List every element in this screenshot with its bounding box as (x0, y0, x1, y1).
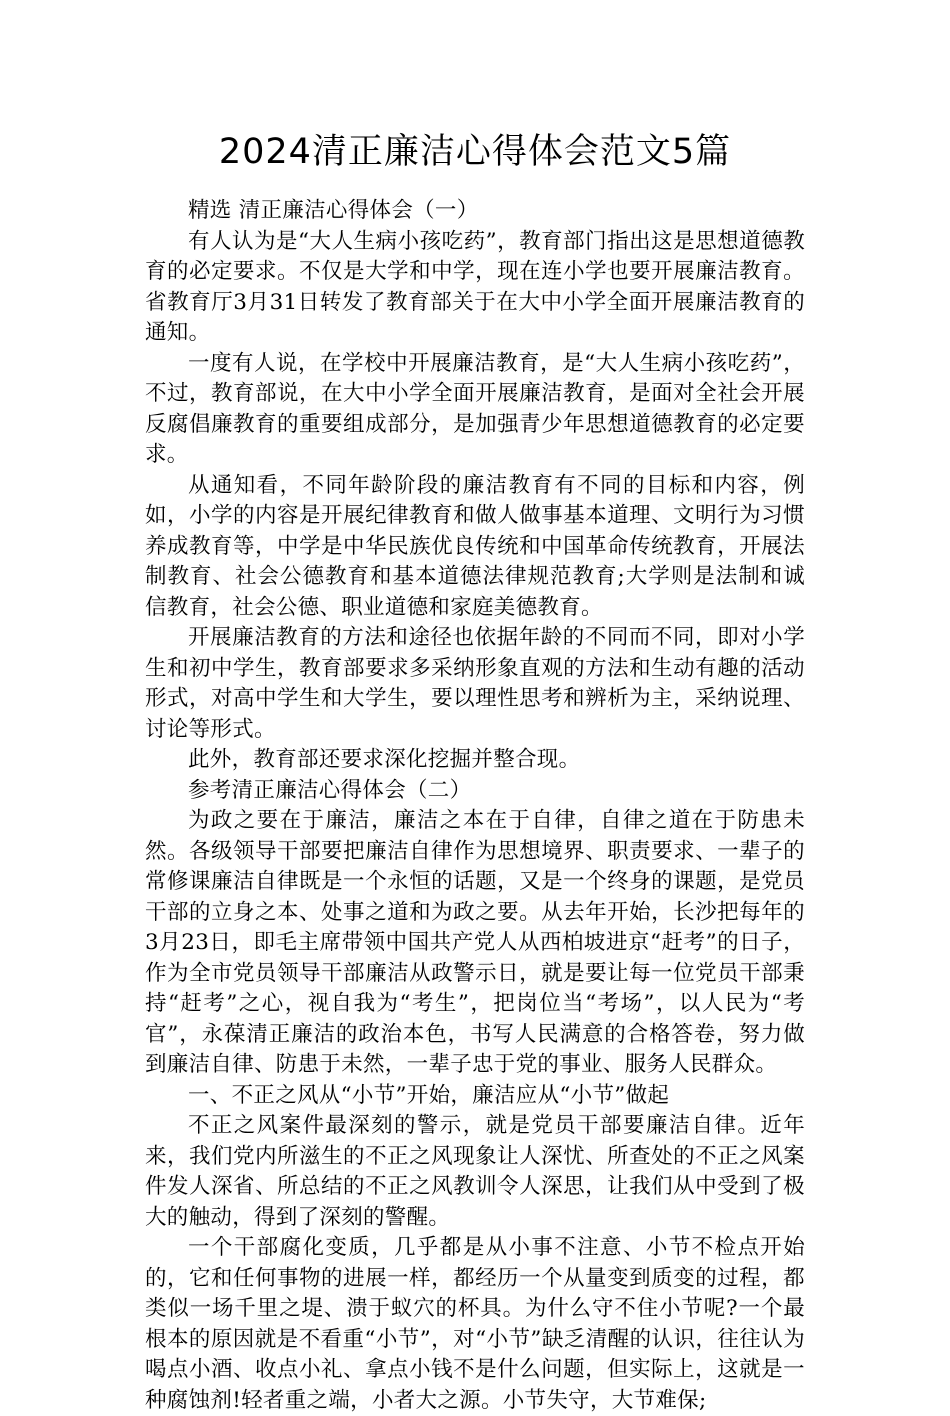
body-paragraph: 从通知看，不同年龄阶段的廉洁教育有不同的目标和内容，例如，小学的内容是开展纪律教育和做人做事基本道理、文明行为习惯养成教育等，中学是中华民族优良传统和中国革命传统教育，开展法制教育、社会公德教育和基本道德法律规范教育;大学则是法制和诚信教育，社会公德、职业道德和家庭美德教育。 (145, 472, 805, 620)
section-heading-2: 参考清正廉洁心得体会（二） (188, 777, 472, 803)
document-body (145, 196, 805, 1416)
body-paragraph: 一个干部腐化变质，几乎都是从小事不注意、小节不检点开始的，它和任何事物的进展一样，都经历一个从量变到质变的过程，都类似一场千里之堤、溃于蚁穴的杯具。为什么守不住小节呢?一个最根本的原因就是不看重“小节”，对“小节”缺乏清醒的认识，往往认为喝点小酒、收点小礼、拿点小钱不是什么问题，但实际上，这就是一种腐蚀剂!轻者重之端，小者大之源。小节失守，大节难保; (145, 1235, 805, 1413)
body-paragraph: 开展廉洁教育的方法和途径也依据年龄的不同而不同，即对小学生和初中学生，教育部要求多采纳形象直观的方法和生动有趣的活动形式，对高中学生和大学生，要以理性思考和辨析为主，采纳说理、讨论等形式。 (145, 625, 805, 742)
body-paragraph: 为政之要在于廉洁，廉洁之本在于自律，自律之道在于防患未然。各级领导干部要把廉洁自律作为思想境界、职责要求、一辈子的常修课廉洁自律既是一个永恒的话题，又是一个终身的课题，是党员干部的立身之本、处事之道和为政之要。从去年开始，长沙把每年的3月23日，即毛主席带领中国共产党人从西柏坡进京“赶考”的日子，作为全市党员领导干部廉洁从政警示日，就是要让每一位党员干部秉持“赶考”之心，视自我为“考生”，把岗位当“考场”，以人民为“考官”，永葆清正廉洁的政治本色，书写人民满意的合格答卷，努力做到廉洁自律、防患于未然，一辈子忠于党的事业、服务人民群众。 (145, 808, 805, 1077)
document-title: 2024清正廉洁心得体会范文5篇 (218, 132, 732, 172)
body-paragraph: 一度有人说，在学校中开展廉洁教育，是“大人生病小孩吃药”，不过，教育部说，在大中小学全面开展廉洁教育，是面对全社会开展反腐倡廉教育的重要组成部分，是加强青少年思想道德教育的必定要求。 (145, 350, 805, 467)
body-paragraph: 此外，教育部还要求深化挖掘并整合现。 (188, 747, 581, 772)
subsection-heading: 一、不正之风从“小节”开始，廉洁应从“小节”做起 (188, 1082, 670, 1108)
body-paragraph: 有人认为是“大人生病小孩吃药”，教育部门指出这是思想道德教育的必定要求。不仅是大学和中学，现在连小学也要开展廉洁教育。省教育厅3月31日转发了教育部关于在大中小学全面开展廉洁教育的通知。 (145, 228, 805, 345)
section-heading-1: 精选 清正廉洁心得体会（一） (188, 198, 479, 223)
body-paragraph: 不正之风案件最深刻的警示，就是党员干部要廉洁自律。近年来，我们党内所滋生的不正之风现象让人深忧、所查处的不正之风案件发人深省、所总结的不正之风教训令人深思，让我们从中受到了极大的触动，得到了深刻的警醒。 (145, 1113, 805, 1230)
